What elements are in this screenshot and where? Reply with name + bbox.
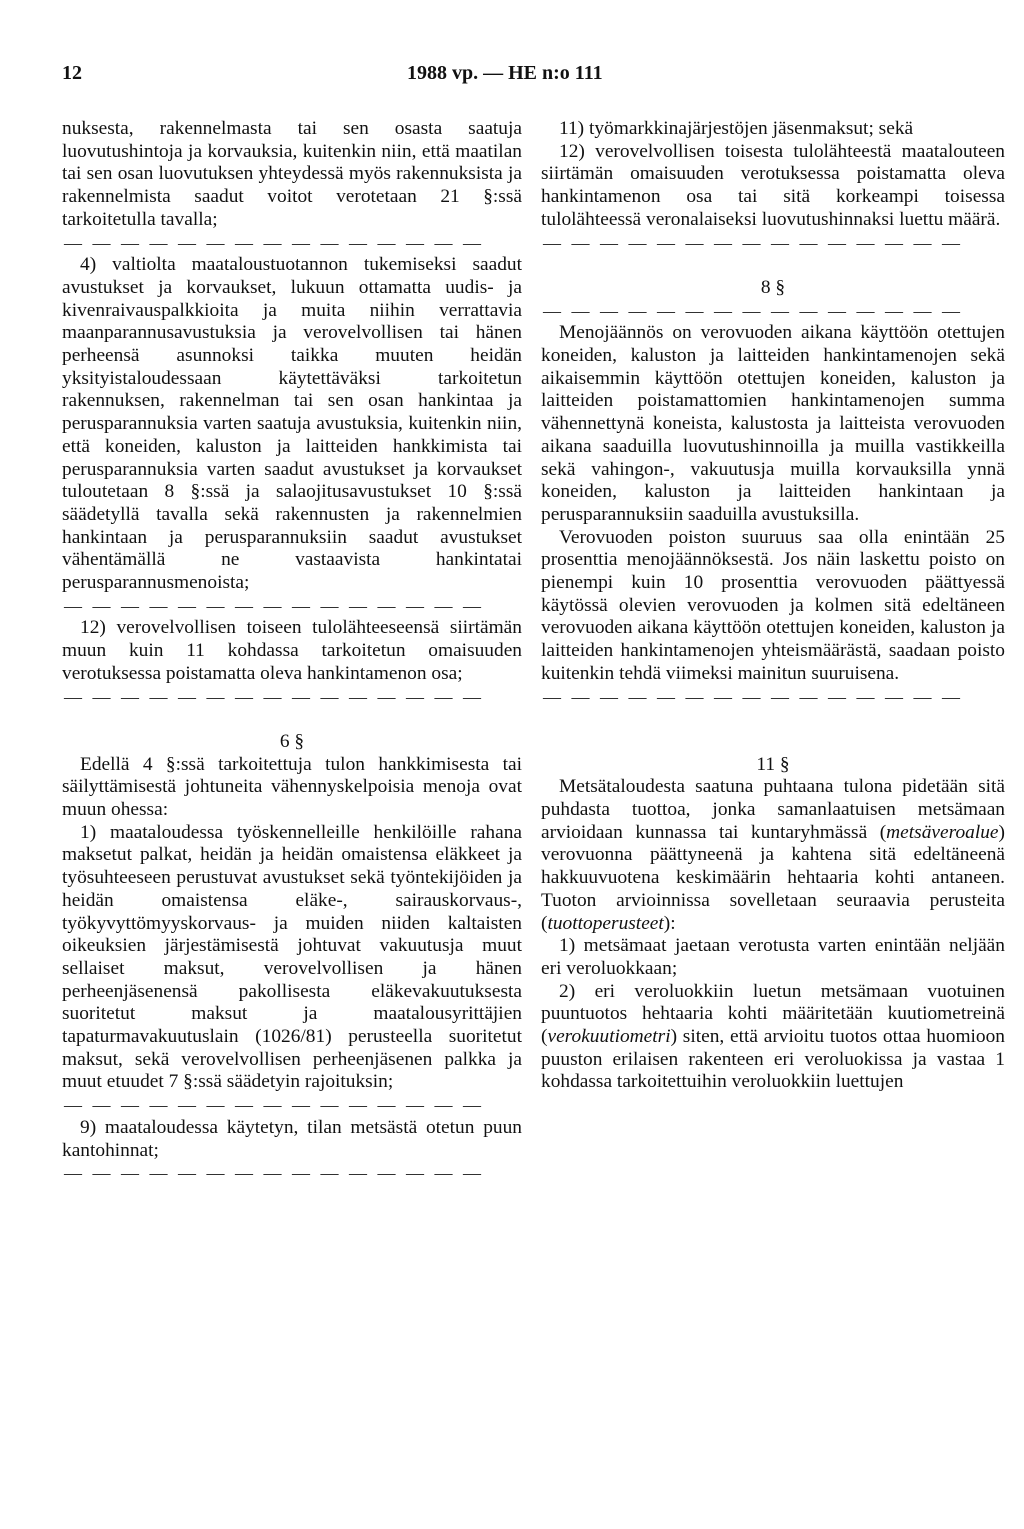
text-run: 2) eri veroluokkiin luetun metsämaan vuotuinen puuntuotos hehtaaria kohti määritetään kuutiometreinä (	[541, 980, 1005, 1048]
paragraph: Verovuoden poiston suuruus saa olla enintään 25 prosenttia menojäännöksestä. Jos näin laskettu poisto on pienempi kuin 10 prosenttia verovuoden päättyessä käytössä olevien verovuoden ja kolmen sitä edeltäneen verovuoden aikana käyttöön otettujen koneiden, kaluston ja laitteiden hankintamenojen yhteismäärästä, saadaan poisto kuitenkin tehdä viimeksi mainitun suuruisena.	[541, 526, 1005, 684]
omission-dashes: — — — — — — — — — — — — — — —	[543, 232, 963, 253]
paragraph: Menojäännös on verovuoden aikana käyttöön otettujen koneiden, kaluston ja laitteiden hankintamenojen sekä aikaisemmin käyttöön otettujen koneiden, kaluston ja laitteiden poistamattomien hankintamenojen summa vähennettynä koneista, kalustosta ja laitteista verovuoden aikana saaduilla luovutushinnoilla ja muilla vastikkeilla sekä vahingon-, vakuutusja muilla korvauksilla ynnä koneiden, kaluston ja laitteiden hankintaan ja perusparannuksiin saaduilla avustuksilla.	[541, 322, 1005, 525]
omission-dashes: — — — — — — — — — — — — — — —	[64, 232, 484, 253]
text-run: ) verovuonna päättyneenä ja kahtena sitä edeltäneenä hakkuuvuotena keskimäärin hehtaaria kohti antaneen. Tuoton arvioinnissa sovelletaan seuraavia perusteita (	[541, 821, 1005, 934]
section-heading-8: 8 §	[760, 276, 786, 298]
section-heading-11: 11 §	[756, 753, 790, 775]
paragraph: 12) verovelvollisen toiseen tulolähteeseensä siirtämän muun kuin 11 kohdassa tarkoitetun omaisuuden verotuksessa poistamatta oleva hankintamenon osa;	[62, 617, 522, 684]
spacer	[541, 708, 1005, 753]
omission-dashes: — — — — — — — — — — — — — — —	[64, 595, 484, 616]
paragraph: Edellä 4 §:ssä tarkoitettuja tulon hankkimisesta tai säilyttämisestä johtuneita vähennyskelpoisia menoja ovat muun ohessa:	[62, 753, 522, 821]
text-run: ) siten, että arvioitu tuotos ottaa huomioon puuston erilaisen rakenteen eri veroluokissa ja vastaa 1 kohdassa tarkoitettuihin veroluokkiin luettujen	[541, 1026, 1005, 1093]
spacer	[541, 254, 1005, 277]
defined-term: verokuutiometri	[547, 1026, 671, 1048]
paragraph: 4) valtiolta maataloustuotannon tukemiseksi saadut avustukset ja korvaukset, lukuun ottamatta uudis- ja kivenraivauspalkkioita ja muita niihin verrattavia maanparannusavustuksia ja verovelvollisen tai hänen perheensä asunnoksi taikka muuten heidän yksityistaloudessaan käytettäväksi tarkoitetun rakennuksen, rakennelman tai sen osan hankintaa ja perusparannuksia varten saatuja avustuksia, kuitenkin niin, että koneiden, kaluston ja laitteiden hankkimista tai perusparannuksia varten saadut avustukset ja korvaukset tuloutetaan 8 §:ssä ja salaojitusavustukset 10 §:ssä säädetyllä tavalla sekä rakennusten ja rakennelmien hankintaan ja perusparannuksiin saadut avustukset vähentämällä ne vastaavista hankintatai perusparannusmenoista;	[62, 254, 522, 594]
paragraph	[541, 981, 1005, 1095]
text-run: Metsätaloudesta saatuna puhtaana tulona pidetään sitä puhdasta tuottoa, jonka samanlaatuisen metsämaan arvioidaan kunnassa tai kuntaryhmässä (	[541, 776, 1005, 843]
paragraph: 12) verovelvollisen toisesta tulolähteestä maatalouteen siirtämän omaisuuden verotuksessa poistamatta oleva hankintamenon osa tai sitä korkeampi toisessa tulolähteessä veronalaiseksi luovutushinnaksi luettu määrä.	[541, 140, 1005, 230]
spacer	[62, 708, 522, 731]
left-column	[62, 118, 522, 1185]
defined-term: metsäveroalue	[886, 821, 999, 843]
defined-term: tuottoperusteet	[547, 912, 664, 934]
paragraph: nuksesta, rakennelmasta tai sen osasta saatuja luovutushintoja ja korvauksia, kuitenkin niin, että maatilan tai sen osan luovutuksen yhteydessä myös rakennuksista ja rakennelmista saadut voitot verotetaan 21 §:ssä tarkoitetulla tavalla;	[62, 118, 522, 230]
paragraph: 9) maataloudessa käytetyn, tilan metsästä otetun puun kantohinnat;	[62, 1116, 522, 1161]
page-number: 12	[62, 62, 82, 84]
omission-dashes: — — — — — — — — — — — — — — —	[64, 686, 484, 707]
section-heading-6: 6 §	[279, 730, 305, 752]
document-reference: 1988 vp. — HE n:o 111	[407, 62, 603, 84]
text-run: ):	[663, 912, 676, 934]
paragraph	[541, 776, 1005, 935]
omission-dashes: — — — — — — — — — — — — — — —	[543, 300, 963, 321]
omission-dashes: — — — — — — — — — — — — — — —	[543, 686, 963, 707]
right-column	[541, 118, 1005, 1094]
paragraph: 1) maataloudessa työskennelleille henkilöille rahana maksetut palkat, heidän ja heidän omaistensa eläkkeet ja työsuhteeseen perustuvat avustukset sekä työntekijöiden ja heidän omaistensa eläke-, sairauskorvaus-, työkyvyttömyyskorvaus- ja muiden niiden kaltaisten oikeuksien järjestämisestä johtuvat vakuutusja muut sellaiset maksut, verovelvollisen ja hänen perheenjäsenensä pakollisesta eläkevakuutuksesta suoritetut maksut ja maatalousyrittäjien tapaturmavakuutuslain (1026/81) perusteella suoritetut maksut, sekä verovelvollisen perheenjäsenen palkka ja muut etuudet 7 §:ssä säädetyin rajoituksin;	[62, 821, 522, 1093]
paragraph: 11) työmarkkinajärjestöjen jäsenmaksut; sekä	[559, 118, 914, 139]
omission-dashes: — — — — — — — — — — — — — — —	[64, 1163, 484, 1184]
omission-dashes: — — — — — — — — — — — — — — —	[64, 1095, 484, 1116]
paragraph: 1) metsämaat jaetaan verotusta varten enintään neljään eri veroluokkaan;	[541, 935, 1005, 979]
